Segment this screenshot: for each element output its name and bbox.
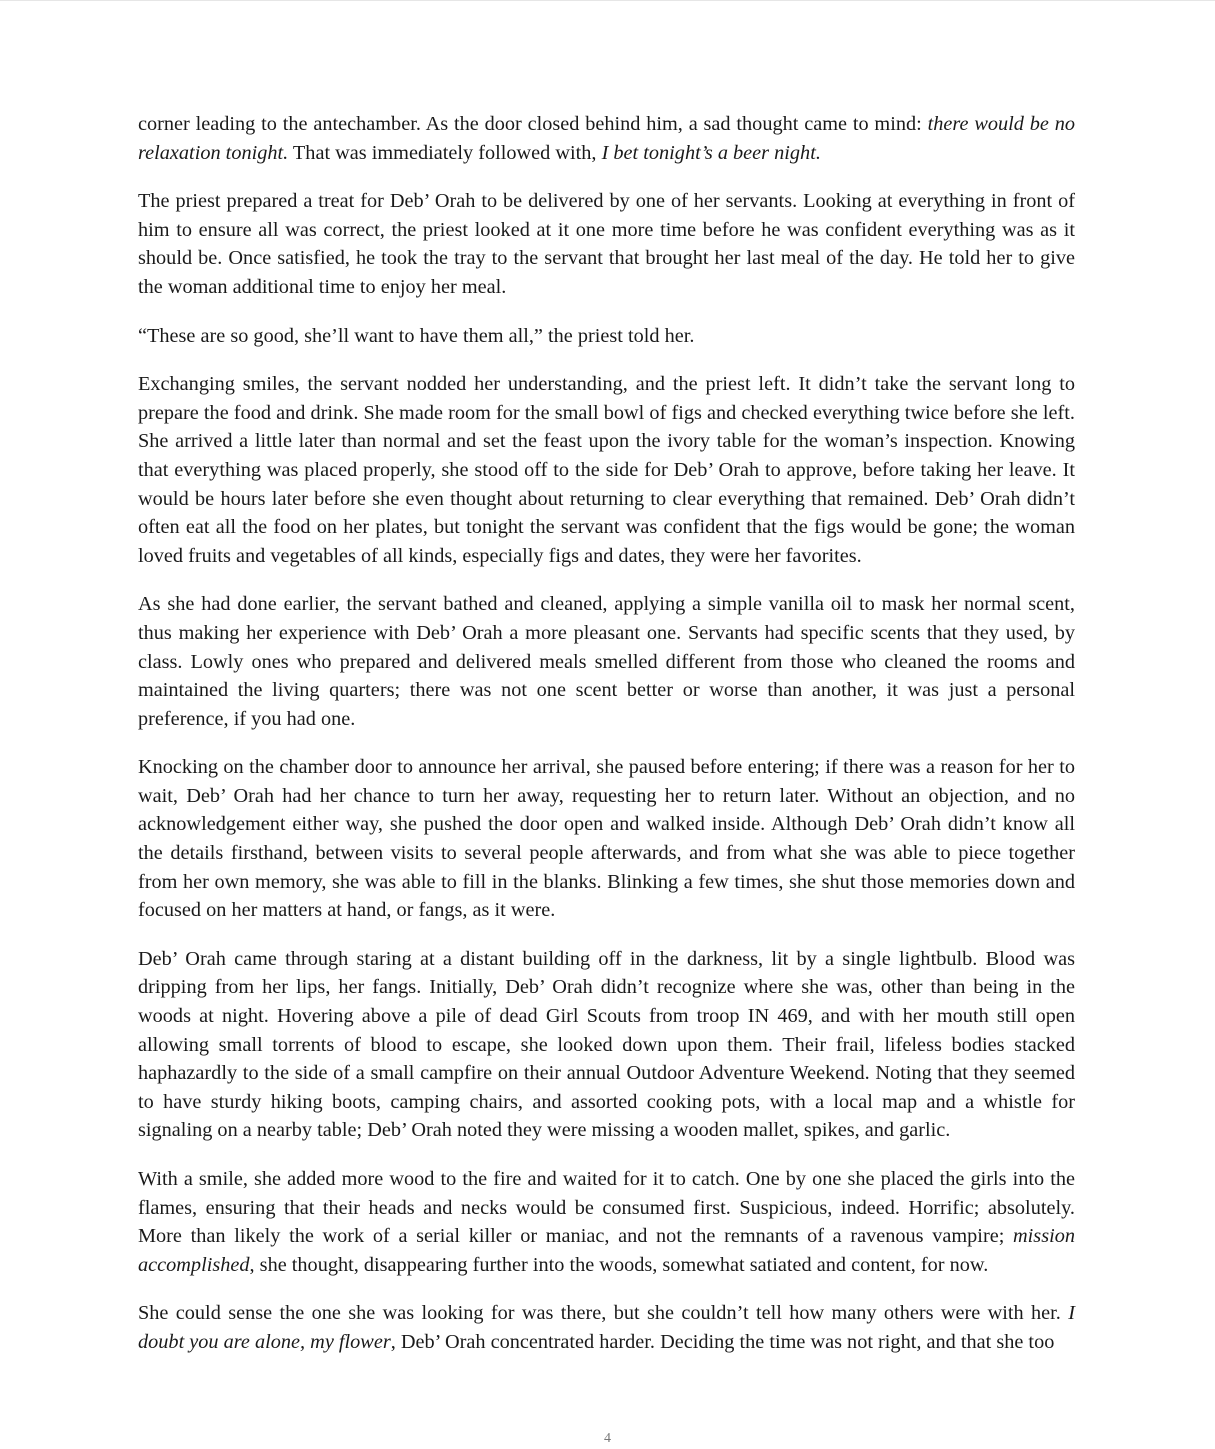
text-run: As she had done earlier, the servant bathed and cleaned, applying a simple vanilla oil to mask her normal scent, thus making her experience with Deb’ Orah a more pleasant one. Servants had specific scents that they used, by class. Lowly ones who prepared and delivered meals smelled different from those who cleaned the rooms and maintained the living quarters; there was not one scent better or worse than another, it was just a personal preference, if you had one. xyxy=(138,593,1075,730)
paragraph xyxy=(138,1165,1075,1279)
paragraph xyxy=(138,110,1075,167)
text-run: corner leading to the antechamber. As the door closed behind him, a sad thought came to mind: xyxy=(138,113,928,135)
italic-text-run: I bet tonight’s a beer night. xyxy=(601,141,821,164)
page-number: 4 xyxy=(604,1431,611,1446)
paragraph xyxy=(138,1299,1075,1356)
text-run: With a smile, she added more wood to the fire and waited for it to catch. One by one she placed the girls into the flames, ensuring that their heads and necks would be consumed first. Suspicious, indeed. Horrific; absolutely. More than likely the work of a serial killer or maniac, and not the remnants of a ravenous vampire; xyxy=(138,1168,1075,1248)
paragraph xyxy=(138,753,1075,925)
italic-text-run: there would be no relaxation tonight. xyxy=(138,113,1075,164)
text-run: , she thought, disappearing further into the woods, somewhat satiated and content, for now. xyxy=(249,1253,989,1276)
paragraph xyxy=(138,590,1075,733)
text-run: “These are so good, she’ll want to have them all,” the priest told her. xyxy=(138,324,695,347)
paragraph xyxy=(138,370,1075,570)
italic-text-run: I doubt you are alone, my flower xyxy=(138,1302,1075,1353)
italic-text-run: mission accomplished xyxy=(138,1225,1075,1276)
text-run: , Deb’ Orah concentrated harder. Deciding the time was not right, and that she too xyxy=(390,1330,1055,1353)
text-run: That was immediately followed with, xyxy=(288,141,602,164)
text-run: Deb’ Orah came through staring at a distant building off in the darkness, lit by a single lightbulb. Blood was dripping from her lips, her fangs. Initially, Deb’ Orah didn’t recognize where she was, other than being in the woods at night. Hovering above a pile of dead Girl Scouts from troop IN 469, and with her mouth still open allowing small torrents of blood to escape, she looked down upon them. Their frail, lifeless bodies stacked haphazardly to the side of a small campfire on their annual Outdoor Adventure Weekend. Noting that they seemed to have sturdy hiking boots, camping chairs, and assorted cooking pots, with a local map and a whistle for signaling on a nearby table; Deb’ Orah noted they were missing a wooden mallet, spikes, and garlic. xyxy=(138,947,1075,1142)
body-text xyxy=(138,110,1075,1377)
paragraph xyxy=(138,187,1075,301)
paragraph xyxy=(138,322,1075,351)
text-run: The priest prepared a treat for Deb’ Orah to be delivered by one of her servants. Looking at everything in front of him to ensure all was correct, the priest looked at it one more time before he was confident everything was as it should be. Once satisfied, he took the tray to the servant that brought her last meal of the day. He told her to give the woman additional time to enjoy her meal. xyxy=(138,190,1075,298)
text-run: Exchanging smiles, the servant nodded her understanding, and the priest left. It didn’t take the servant long to prepare the food and drink. She made room for the small bowl of figs and checked everything twice before she left. She arrived a little later than normal and set the feast upon the ivory table for the woman’s inspection. Knowing that everything was placed properly, she stood off to the side for Deb’ Orah to approve, before taking her leave. It would be hours later before she even thought about returning to clear everything that remained. Deb’ Orah didn’t often eat all the food on her plates, but tonight the servant was confident that the figs would be gone; the woman loved fruits and vegetables of all kinds, especially figs and dates, they were her favorites. xyxy=(138,373,1075,567)
paragraph xyxy=(138,945,1075,1145)
text-run: She could sense the one she was looking for was there, but she couldn’t tell how many others were with her. xyxy=(138,1302,1069,1325)
text-run: Knocking on the chamber door to announce her arrival, she paused before entering; if there was a reason for her to wait, Deb’ Orah had her chance to turn her away, requesting her to return later. Without an objection, and no acknowledgement either way, she pushed the door open and walked inside. Although Deb’ Orah didn’t know all the details firsthand, between visits to several people afterwards, and from what she was able to piece together from her own memory, she was able to fill in the blanks. Blinking a few times, she shut those memories down and focused on her matters at hand, or fangs, as it were. xyxy=(138,756,1075,922)
